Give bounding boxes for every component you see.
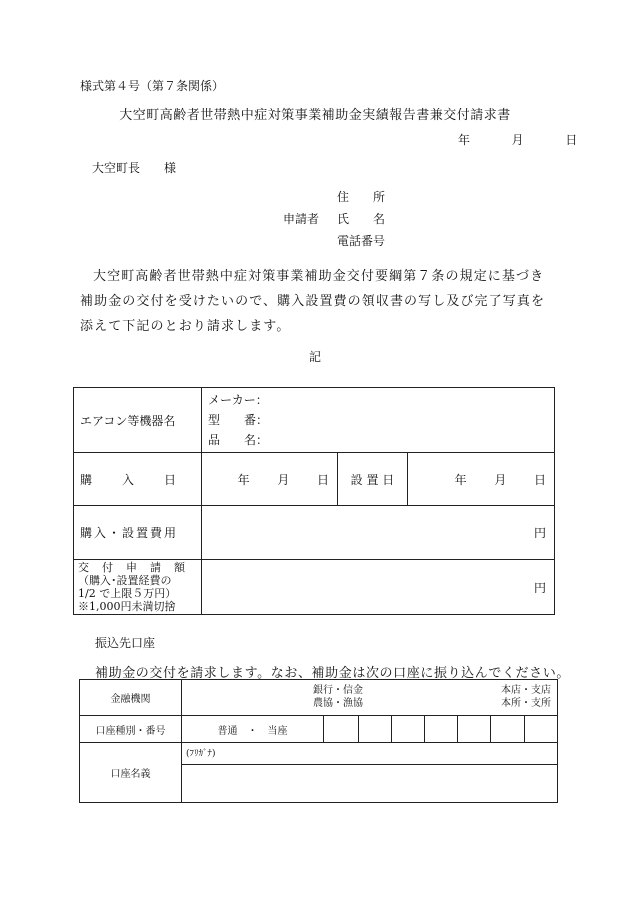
date-line [458,131,577,148]
account-digit-5[interactable] [458,716,491,743]
account-digit-1[interactable] [324,716,359,743]
dates-row [74,453,555,506]
branch-types-line-1: 本店・支店 [501,685,551,696]
transfer-note: 補助金の交付を請求します。なお、補助金は次の口座に振り込んでください。 [95,666,570,681]
account-type-options[interactable]: 普通 ・ 当座 [182,716,324,743]
ki-heading: 記 [308,350,321,364]
purchase-day: 日 [316,472,329,487]
product-field[interactable]: 品 名： [208,433,269,447]
model-field[interactable]: 型 番： [208,413,269,427]
request-body-text: 大空町高齢者世帯熱中症対策事業補助金交付要綱第７条の規定に基づき補助金の交付を受けたいので、購入設置費の領収書の写し及び完了写真を添えて下記のとおり請求します。 [80,269,546,334]
applicant-address-label: 住 所 [337,190,386,204]
date-month: 月 [511,133,524,147]
account-label: 口座種別・番号 [80,716,182,743]
grant-label-line-2: （購入･設置経費の [78,574,172,587]
cost-row [74,506,555,560]
cost-yen-unit: 円 [534,526,547,540]
holder-name-field[interactable] [182,765,558,803]
account-digit-7[interactable] [525,716,558,743]
purchase-month: 月 [277,472,290,487]
grant-yen-unit: 円 [534,580,547,595]
branch-types-line-2: 本所・支所 [501,698,551,709]
grant-amount-field[interactable] [202,560,555,615]
equipment-row [74,388,555,453]
account-digit-3[interactable] [392,716,425,743]
furigana-field[interactable] [182,743,558,765]
install-day: 日 [534,472,547,487]
grant-label-line-3: 1/2 で上限５万円） [78,587,177,600]
cost-label: 購入・設置費用 [74,506,202,560]
date-year: 年 [458,133,471,147]
bank-label: 金融機関 [80,680,182,716]
addressee: 大空町長 様 [92,161,177,175]
install-date-label: 設 置 日 [338,453,408,506]
form-number: 様式第４号（第７条関係） [80,79,225,93]
install-year: 年 [454,472,467,487]
grant-label-line-4: ※1,000円未満切捨 [78,600,176,613]
cost-field[interactable] [202,506,555,560]
holder-label: 口座名義 [80,743,182,803]
date-day: 日 [565,133,578,147]
purchase-date-field[interactable] [202,453,338,506]
document-title: 大空町高齢者世帯熱中症対策事業補助金実績報告書兼交付請求書 [119,108,511,123]
holder-row [80,743,558,765]
bank-types-line-2: 農協・漁協 [313,698,363,709]
equipment-fields[interactable] [202,388,555,453]
bank-type-options [313,684,363,710]
bank-types-line-1: 銀行・信金 [313,685,363,696]
furigana-label: (ﾌﾘｶﾞﾅ) [186,749,216,759]
purchase-year: 年 [237,472,250,487]
account-digit-4[interactable] [425,716,458,743]
grant-label-line-1: 交 付 申 請 額 [78,561,186,574]
applicant-name-label: 氏 名 [337,212,386,226]
account-digit-6[interactable] [491,716,525,743]
applicant-label: 申請者 [283,212,320,226]
bank-table [79,679,558,803]
applicant-phone-label: 電話番号 [337,234,386,248]
equipment-label: エアコン等機器名 [74,388,202,453]
account-digit-2[interactable] [359,716,392,743]
install-month: 月 [494,472,507,487]
grant-row [74,560,555,615]
bank-name-field[interactable] [182,680,558,716]
grant-label [74,560,202,615]
transfer-account-label: 振込先口座 [95,636,156,650]
account-row [80,716,558,743]
equipment-table [73,387,555,615]
bank-row [80,680,558,716]
maker-field[interactable]: メーカー： [208,393,268,407]
branch-type-options [501,684,551,710]
purchase-date-label: 購 入 日 [74,453,202,506]
install-date-field[interactable] [408,453,555,506]
